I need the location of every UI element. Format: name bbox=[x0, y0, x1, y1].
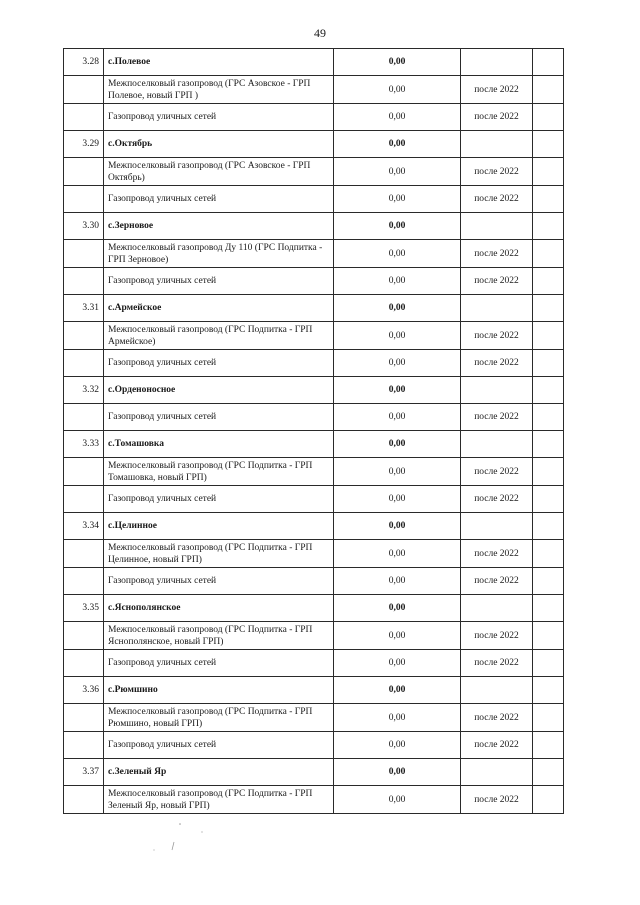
table-row-item bbox=[64, 350, 564, 377]
cell-value: 0,00 bbox=[334, 486, 461, 513]
cell-value: 0,00 bbox=[334, 622, 461, 650]
cell-term: после 2022 bbox=[461, 404, 533, 431]
cell-number: 3.29 bbox=[64, 131, 104, 158]
cell-object-name: Межпоселковый газопровод (ГРС Подпитка - ГРП Томашовка, новый ГРП) bbox=[104, 458, 334, 486]
cell-value: 0,00 bbox=[334, 786, 461, 814]
cell-extra bbox=[533, 213, 564, 240]
cell-number bbox=[64, 458, 104, 486]
cell-term: после 2022 bbox=[461, 568, 533, 595]
cell-extra bbox=[533, 104, 564, 131]
cell-value: 0,00 bbox=[334, 104, 461, 131]
cell-number bbox=[64, 104, 104, 131]
cell-term: после 2022 bbox=[461, 486, 533, 513]
page-number: 49 bbox=[314, 26, 326, 40]
cell-extra bbox=[533, 295, 564, 322]
cell-term bbox=[461, 377, 533, 404]
cell-object-name: Газопровод уличных сетей bbox=[104, 404, 334, 431]
cell-extra bbox=[533, 595, 564, 622]
cell-value: 0,00 bbox=[334, 595, 461, 622]
cell-object-name: Газопровод уличных сетей bbox=[104, 650, 334, 677]
cell-term: после 2022 bbox=[461, 704, 533, 732]
cell-extra bbox=[533, 76, 564, 104]
cell-value: 0,00 bbox=[334, 322, 461, 350]
table-row-settlement bbox=[64, 295, 564, 322]
cell-value: 0,00 bbox=[334, 568, 461, 595]
cell-object-name: Газопровод уличных сетей bbox=[104, 104, 334, 131]
cell-number bbox=[64, 404, 104, 431]
cell-object-name: Межпоселковый газопровод (ГРС Азовское - ГРП Полевое, новый ГРП ) bbox=[104, 76, 334, 104]
cell-value: 0,00 bbox=[334, 677, 461, 704]
cell-number bbox=[64, 322, 104, 350]
cell-value: 0,00 bbox=[334, 295, 461, 322]
table-row-item bbox=[64, 404, 564, 431]
cell-extra bbox=[533, 704, 564, 732]
cell-value: 0,00 bbox=[334, 186, 461, 213]
table-row-item bbox=[64, 158, 564, 186]
cell-value: 0,00 bbox=[334, 458, 461, 486]
cell-term: после 2022 bbox=[461, 786, 533, 814]
table-row-item bbox=[64, 458, 564, 486]
table-row-item bbox=[64, 76, 564, 104]
cell-number bbox=[64, 76, 104, 104]
cell-term: после 2022 bbox=[461, 240, 533, 268]
cell-term bbox=[461, 595, 533, 622]
cell-extra bbox=[533, 377, 564, 404]
cell-number bbox=[64, 704, 104, 732]
cell-term: после 2022 bbox=[461, 268, 533, 295]
cell-term: после 2022 bbox=[461, 540, 533, 568]
cell-number bbox=[64, 786, 104, 814]
cell-number bbox=[64, 158, 104, 186]
table-row-item bbox=[64, 732, 564, 759]
cell-object-name: Межпоселковый газопровод (ГРС Подпитка - ГРП Рюмшино, новый ГРП) bbox=[104, 704, 334, 732]
cell-number: 3.32 bbox=[64, 377, 104, 404]
cell-term: после 2022 bbox=[461, 732, 533, 759]
cell-term: после 2022 bbox=[461, 186, 533, 213]
cell-value: 0,00 bbox=[334, 49, 461, 76]
table-row-item bbox=[64, 786, 564, 814]
cell-extra bbox=[533, 49, 564, 76]
cell-extra bbox=[533, 431, 564, 458]
cell-object-name: Газопровод уличных сетей bbox=[104, 732, 334, 759]
cell-number bbox=[64, 240, 104, 268]
cell-object-name: Газопровод уличных сетей bbox=[104, 486, 334, 513]
cell-object-name: Межпоселковый газопровод Ду 110 (ГРС Подпитка - ГРП Зерновое) bbox=[104, 240, 334, 268]
cell-term: после 2022 bbox=[461, 76, 533, 104]
cell-term: после 2022 bbox=[461, 650, 533, 677]
cell-extra bbox=[533, 759, 564, 786]
cell-extra bbox=[533, 131, 564, 158]
cell-extra bbox=[533, 186, 564, 213]
cell-object-name: с.Октябрь bbox=[104, 131, 334, 158]
cell-extra bbox=[533, 786, 564, 814]
table-row-item bbox=[64, 322, 564, 350]
table-row-settlement bbox=[64, 431, 564, 458]
cell-term bbox=[461, 295, 533, 322]
cell-object-name: с.Рюмшино bbox=[104, 677, 334, 704]
table-body bbox=[64, 49, 564, 814]
cell-number bbox=[64, 732, 104, 759]
scan-noise bbox=[150, 820, 230, 862]
cell-number: 3.36 bbox=[64, 677, 104, 704]
cell-term bbox=[461, 513, 533, 540]
cell-term: после 2022 bbox=[461, 350, 533, 377]
cell-number: 3.33 bbox=[64, 431, 104, 458]
cell-extra bbox=[533, 350, 564, 377]
cell-object-name: Межпоселковый газопровод (ГРС Подпитка - ГРП Зеленый Яр, новый ГРП) bbox=[104, 786, 334, 814]
table-row-settlement bbox=[64, 377, 564, 404]
cell-number: 3.30 bbox=[64, 213, 104, 240]
cell-value: 0,00 bbox=[334, 704, 461, 732]
cell-number bbox=[64, 622, 104, 650]
cell-term: после 2022 bbox=[461, 458, 533, 486]
cell-extra bbox=[533, 650, 564, 677]
cell-value: 0,00 bbox=[334, 540, 461, 568]
table-row-item bbox=[64, 268, 564, 295]
table-row-settlement bbox=[64, 49, 564, 76]
table-row-item bbox=[64, 486, 564, 513]
cell-object-name: с.Орденоносное bbox=[104, 377, 334, 404]
table-row-settlement bbox=[64, 677, 564, 704]
cell-object-name: Газопровод уличных сетей bbox=[104, 268, 334, 295]
cell-value: 0,00 bbox=[334, 213, 461, 240]
cell-value: 0,00 bbox=[334, 158, 461, 186]
cell-value: 0,00 bbox=[334, 732, 461, 759]
cell-extra bbox=[533, 404, 564, 431]
cell-number bbox=[64, 268, 104, 295]
cell-object-name: с.Полевое bbox=[104, 49, 334, 76]
cell-term: после 2022 bbox=[461, 322, 533, 350]
cell-number bbox=[64, 350, 104, 377]
cell-number bbox=[64, 568, 104, 595]
table-row-item bbox=[64, 104, 564, 131]
cell-object-name: Межпоселковый газопровод (ГРС Азовское - ГРП Октябрь) bbox=[104, 158, 334, 186]
cell-extra bbox=[533, 268, 564, 295]
cell-term: после 2022 bbox=[461, 622, 533, 650]
cell-value: 0,00 bbox=[334, 131, 461, 158]
cell-value: 0,00 bbox=[334, 76, 461, 104]
cell-term: после 2022 bbox=[461, 104, 533, 131]
cell-value: 0,00 bbox=[334, 513, 461, 540]
cell-number: 3.28 bbox=[64, 49, 104, 76]
cell-term bbox=[461, 759, 533, 786]
cell-number bbox=[64, 186, 104, 213]
cell-term bbox=[461, 677, 533, 704]
cell-number: 3.31 bbox=[64, 295, 104, 322]
cell-term: после 2022 bbox=[461, 158, 533, 186]
cell-extra bbox=[533, 486, 564, 513]
cell-value: 0,00 bbox=[334, 431, 461, 458]
cell-object-name: с.Томашовка bbox=[104, 431, 334, 458]
cell-extra bbox=[533, 240, 564, 268]
cell-object-name: с.Армейское bbox=[104, 295, 334, 322]
table-row-item bbox=[64, 568, 564, 595]
cell-object-name: с.Зеленый Яр bbox=[104, 759, 334, 786]
cell-value: 0,00 bbox=[334, 240, 461, 268]
table-row-settlement bbox=[64, 131, 564, 158]
table-row-item bbox=[64, 540, 564, 568]
cell-extra bbox=[533, 540, 564, 568]
table-row-item bbox=[64, 240, 564, 268]
cell-term bbox=[461, 131, 533, 158]
table-row-settlement bbox=[64, 595, 564, 622]
cell-number: 3.35 bbox=[64, 595, 104, 622]
table-row-item bbox=[64, 704, 564, 732]
cell-term bbox=[461, 49, 533, 76]
cell-number: 3.37 bbox=[64, 759, 104, 786]
cell-object-name: с.Зерновое bbox=[104, 213, 334, 240]
cell-object-name: Газопровод уличных сетей bbox=[104, 350, 334, 377]
cell-object-name: Газопровод уличных сетей bbox=[104, 186, 334, 213]
table-row-item bbox=[64, 650, 564, 677]
cell-object-name: Газопровод уличных сетей bbox=[104, 568, 334, 595]
cell-extra bbox=[533, 513, 564, 540]
scan-specks-graphic bbox=[150, 820, 230, 860]
cell-term bbox=[461, 431, 533, 458]
cell-number bbox=[64, 540, 104, 568]
gas-pipeline-table bbox=[63, 48, 564, 814]
cell-object-name: с.Целинное bbox=[104, 513, 334, 540]
cell-extra bbox=[533, 158, 564, 186]
cell-value: 0,00 bbox=[334, 350, 461, 377]
table-row-settlement bbox=[64, 213, 564, 240]
cell-object-name: Межпоселковый газопровод (ГРС Подпитка - ГРП Яснополянское, новый ГРП) bbox=[104, 622, 334, 650]
cell-extra bbox=[533, 622, 564, 650]
cell-number bbox=[64, 650, 104, 677]
cell-number: 3.34 bbox=[64, 513, 104, 540]
cell-value: 0,00 bbox=[334, 759, 461, 786]
cell-value: 0,00 bbox=[334, 268, 461, 295]
cell-extra bbox=[533, 677, 564, 704]
table-row-item bbox=[64, 186, 564, 213]
cell-extra bbox=[533, 568, 564, 595]
table-row-settlement bbox=[64, 759, 564, 786]
cell-object-name: Межпоселковый газопровод (ГРС Подпитка - ГРП Армейское) bbox=[104, 322, 334, 350]
table-row-item bbox=[64, 622, 564, 650]
cell-extra bbox=[533, 458, 564, 486]
cell-object-name: Межпоселковый газопровод (ГРС Подпитка - ГРП Целинное, новый ГРП) bbox=[104, 540, 334, 568]
cell-object-name: с.Яснополянское bbox=[104, 595, 334, 622]
table-row-settlement bbox=[64, 513, 564, 540]
cell-extra bbox=[533, 732, 564, 759]
cell-extra bbox=[533, 322, 564, 350]
cell-term bbox=[461, 213, 533, 240]
cell-value: 0,00 bbox=[334, 377, 461, 404]
cell-value: 0,00 bbox=[334, 650, 461, 677]
cell-number bbox=[64, 486, 104, 513]
cell-value: 0,00 bbox=[334, 404, 461, 431]
